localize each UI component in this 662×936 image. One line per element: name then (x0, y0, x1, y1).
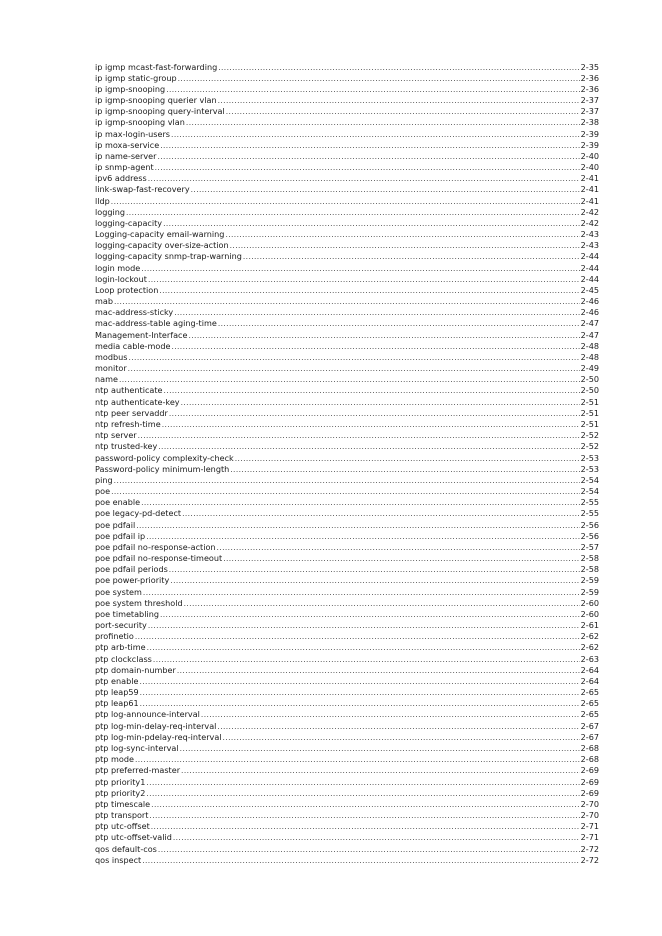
toc-entry[interactable] (95, 218, 599, 229)
toc-entry-title[interactable]: ptp domain-number (95, 664, 176, 675)
toc-entry-page-number[interactable]: 2-36 (580, 72, 599, 83)
dot-leader (111, 486, 580, 497)
toc-entry[interactable] (95, 330, 599, 341)
toc-entry[interactable] (95, 151, 599, 162)
toc-entry[interactable] (95, 575, 599, 586)
toc-entry-page-number[interactable]: 2-44 (580, 262, 599, 273)
toc-entry-page-number[interactable]: 2-39 (580, 128, 599, 139)
toc-entry-page-number[interactable]: 2-51 (580, 419, 599, 429)
toc-entry[interactable] (95, 609, 599, 620)
toc-entry-title[interactable]: poe enable (95, 497, 141, 508)
toc-entry-page-number[interactable]: 2-55 (580, 497, 599, 508)
dot-leader (158, 844, 580, 855)
toc-entry-page-number[interactable]: 2-60 (580, 608, 599, 619)
dot-leader (147, 642, 580, 653)
toc-entry-page-number[interactable]: 2-65 (580, 687, 599, 698)
toc-entry-page-number[interactable]: 2-72 (580, 843, 599, 854)
toc-entry-page-number[interactable]: 2-58 (580, 564, 599, 575)
toc-entry[interactable] (95, 95, 599, 106)
dot-leader (218, 318, 580, 329)
dot-leader (111, 196, 580, 207)
toc-entry[interactable] (95, 687, 599, 698)
toc-entry-page-number[interactable]: 2-47 (580, 318, 599, 329)
dot-leader (159, 285, 579, 296)
toc-entry[interactable] (95, 117, 599, 128)
toc-entry[interactable] (95, 631, 599, 642)
toc-entry-title[interactable]: Password-policy minimum-length (95, 463, 230, 474)
dot-leader (151, 821, 580, 832)
toc-entry-page-number[interactable]: 2-53 (580, 463, 599, 474)
dot-leader (171, 341, 579, 352)
toc-entry[interactable] (95, 497, 599, 508)
toc-entry-title[interactable]: ip igmp-snooping query-interval (95, 106, 225, 117)
toc-entry-title[interactable]: ip snmp-agent (95, 162, 154, 173)
dot-leader (148, 274, 580, 285)
toc-entry[interactable] (95, 352, 599, 363)
toc-entry-page-number[interactable]: 2-44 (580, 251, 599, 262)
toc-entry-title[interactable]: ptp clockclass (95, 653, 152, 664)
toc-entry-title[interactable]: poe pdfail no-response-timeout (95, 553, 223, 564)
toc-entry-title[interactable]: mac-address-table aging-time (95, 318, 217, 329)
toc-entry-title[interactable]: ntp authenticate-key (95, 396, 180, 407)
toc-entry-page-number[interactable]: 2-41 (580, 173, 599, 184)
toc-entry[interactable] (95, 721, 599, 732)
toc-entry-page-number[interactable]: 2-72 (580, 854, 599, 865)
toc-entry-title[interactable]: ptp preferred-master (95, 765, 181, 776)
toc-entry-title[interactable]: ptp priority1 (95, 776, 146, 787)
toc-entry[interactable] (95, 397, 599, 408)
toc-entry-title[interactable]: logging (95, 206, 125, 217)
toc-entry-title[interactable]: login mode (95, 262, 141, 273)
dot-leader (153, 654, 580, 665)
toc-entry-title[interactable]: Loop protection (95, 284, 159, 295)
dot-leader (148, 620, 580, 631)
toc-entry-page-number[interactable]: 2-46 (580, 296, 599, 307)
toc-entry[interactable] (95, 765, 599, 776)
dot-leader (169, 408, 580, 419)
toc-entry[interactable] (95, 318, 599, 329)
toc-entry-title[interactable]: ntp peer servaddr (95, 407, 168, 418)
toc-entry[interactable] (95, 419, 599, 430)
toc-entry[interactable] (95, 732, 599, 743)
toc-entry-title[interactable]: Logging-capacity email-warning (95, 229, 225, 240)
toc-entry-page-number[interactable]: 2-68 (580, 754, 599, 765)
toc-entry[interactable] (95, 453, 599, 464)
dot-leader (140, 698, 580, 709)
toc-entry-title[interactable]: ptp leap59 (95, 687, 139, 698)
toc-entry[interactable] (95, 374, 599, 385)
toc-entry-title[interactable]: link-swap-fast-recovery (95, 184, 190, 195)
toc-entry-title[interactable]: qos default-cos (95, 843, 157, 854)
dot-leader (235, 453, 580, 464)
toc-entry-title[interactable]: profinetio (95, 631, 134, 642)
toc-entry-title[interactable]: login-lockout (95, 273, 147, 284)
dot-leader (188, 330, 579, 341)
toc-entry[interactable] (95, 84, 599, 95)
dot-leader (163, 218, 580, 229)
toc-entry-page-number[interactable]: 2-39 (580, 139, 599, 150)
dot-leader (135, 754, 580, 765)
toc-entry[interactable] (95, 441, 599, 452)
dot-leader (146, 777, 579, 788)
dot-leader (142, 855, 579, 866)
dot-leader (160, 609, 580, 620)
dot-leader (128, 352, 579, 363)
toc-entry-title[interactable]: ntp refresh-time (95, 419, 161, 429)
toc-entry-title[interactable]: poe system threshold (95, 597, 183, 608)
dot-leader (138, 430, 580, 441)
dot-leader (136, 520, 579, 531)
toc-entry-title[interactable]: ptp transport (95, 810, 149, 821)
toc-entry-title[interactable]: monitor (95, 363, 127, 374)
dot-leader (148, 173, 580, 184)
toc-entry[interactable] (95, 341, 599, 352)
toc-entry-title[interactable]: ntp authenticate (95, 385, 163, 396)
dot-leader (140, 687, 580, 698)
toc-entry-title[interactable]: ip igmp mcast-fast-forwarding (95, 61, 218, 72)
dot-leader (158, 441, 579, 452)
toc-entry[interactable] (95, 296, 599, 307)
toc-entry-page-number[interactable]: 2-58 (580, 553, 599, 564)
toc-entry[interactable] (95, 184, 599, 195)
toc-entry-title[interactable]: ptp leap61 (95, 698, 139, 709)
toc-entry-page-number[interactable]: 2-59 (580, 586, 599, 597)
dot-leader (135, 631, 580, 642)
toc-entry-page-number[interactable]: 2-49 (580, 363, 599, 374)
toc-entry-page-number[interactable]: 2-50 (580, 374, 599, 385)
toc-entry-page-number[interactable]: 2-56 (580, 530, 599, 541)
toc-entry-title[interactable]: modbus (95, 351, 128, 362)
toc-entry[interactable] (95, 62, 599, 73)
toc-entry[interactable] (95, 665, 599, 676)
toc-entry[interactable] (95, 229, 599, 240)
toc-entry[interactable] (95, 754, 599, 765)
toc-entry[interactable] (95, 486, 599, 497)
toc-entry-page-number[interactable]: 2-55 (580, 508, 599, 519)
toc-entry[interactable] (95, 855, 599, 866)
toc-entry[interactable] (95, 587, 599, 598)
toc-entry[interactable] (95, 844, 599, 855)
toc-entry[interactable] (95, 542, 599, 553)
dot-leader (182, 508, 580, 519)
dot-leader (218, 62, 579, 73)
toc-entry[interactable] (95, 531, 599, 542)
toc-entry-page-number[interactable]: 2-41 (580, 184, 599, 195)
toc-entry-title[interactable]: ptp timescale (95, 798, 151, 809)
toc-entry[interactable] (95, 363, 599, 374)
toc-entry-page-number[interactable]: 2-71 (580, 821, 599, 832)
toc-entry-page-number[interactable]: 2-52 (580, 441, 599, 452)
dot-leader (181, 397, 580, 408)
dot-leader (143, 587, 580, 598)
dot-leader (151, 799, 579, 810)
toc-entry-page-number[interactable]: 2-42 (580, 206, 599, 217)
toc-entry-page-number[interactable]: 2-43 (580, 229, 599, 240)
toc-entry-title[interactable]: Management-Interface (95, 329, 188, 340)
toc-entry-title[interactable]: ntp trusted-key (95, 441, 158, 452)
toc-entry-title[interactable]: poe pdfail ip (95, 530, 146, 541)
toc-entry-page-number[interactable]: 2-68 (580, 742, 599, 753)
toc-entry-title[interactable]: mac-address-sticky (95, 307, 174, 318)
toc-entry-title[interactable]: media cable-mode (95, 340, 171, 351)
dot-leader (243, 251, 580, 262)
dot-leader (181, 765, 580, 776)
toc-entry-title[interactable]: poe timetabling (95, 608, 159, 619)
dot-leader (162, 419, 580, 430)
toc-entry-page-number[interactable]: 2-51 (580, 407, 599, 418)
toc-entry-page-number[interactable]: 2-60 (580, 597, 599, 608)
toc-entry-page-number[interactable]: 2-38 (580, 117, 599, 128)
toc-entry-page-number[interactable]: 2-43 (580, 240, 599, 251)
toc-entry[interactable] (95, 207, 599, 218)
toc-entry-title[interactable]: lldp (95, 195, 110, 206)
toc-entry-title[interactable]: poe legacy-pd-detect (95, 508, 182, 519)
toc-entry-title[interactable]: ptp utc-offset (95, 821, 150, 832)
toc-entry-page-number[interactable]: 2-67 (580, 720, 599, 731)
toc-entry-title[interactable]: poe pdfail (95, 519, 136, 530)
dot-leader (155, 162, 580, 173)
toc-entry[interactable] (95, 832, 599, 843)
toc-entry[interactable] (95, 788, 599, 799)
dot-leader (119, 374, 580, 385)
toc-entry-title[interactable]: ptp log-min-pdelay-req-interval (95, 731, 222, 742)
toc-entry-title[interactable]: ip igmp static-group (95, 72, 177, 83)
toc-entry-page-number[interactable]: 2-62 (580, 631, 599, 642)
toc-entry[interactable] (95, 553, 599, 564)
toc-entry-page-number[interactable]: 2-57 (580, 541, 599, 552)
dot-leader (225, 229, 579, 240)
dot-leader (171, 129, 580, 140)
dot-leader (164, 385, 580, 396)
toc-entry-title[interactable]: poe pdfail periods (95, 564, 168, 575)
toc-entry[interactable] (95, 307, 599, 318)
toc-entry-page-number[interactable]: 2-69 (580, 765, 599, 776)
toc-entry-page-number[interactable]: 2-41 (580, 195, 599, 206)
toc-entry-title[interactable]: ping (95, 474, 113, 485)
toc-entry[interactable] (95, 106, 599, 117)
toc-entry[interactable] (95, 799, 599, 810)
dot-leader (174, 307, 579, 318)
toc-entry-page-number[interactable]: 2-37 (580, 95, 599, 106)
toc-entry-page-number[interactable]: 2-70 (580, 798, 599, 809)
toc-entry[interactable] (95, 274, 599, 285)
toc-entry-title[interactable]: port-security (95, 620, 147, 631)
dot-leader (157, 151, 579, 162)
table-of-contents (95, 62, 599, 866)
toc-entry-page-number[interactable]: 2-61 (580, 620, 599, 631)
toc-entry-page-number[interactable]: 2-59 (580, 575, 599, 586)
toc-entry[interactable] (95, 620, 599, 631)
toc-entry-title[interactable]: ptp priority2 (95, 787, 146, 798)
dot-leader (186, 117, 580, 128)
toc-entry-title[interactable]: poe system (95, 586, 142, 597)
toc-entry-title[interactable]: name (95, 374, 118, 385)
toc-entry-page-number[interactable]: 2-40 (580, 162, 599, 173)
toc-entry[interactable] (95, 676, 599, 687)
toc-entry-page-number[interactable]: 2-67 (580, 731, 599, 742)
toc-entry-page-number[interactable]: 2-64 (580, 664, 599, 675)
toc-entry[interactable] (95, 196, 599, 207)
toc-entry-title[interactable]: ptp utc-offset-valid (95, 832, 172, 843)
toc-entry-page-number[interactable]: 2-65 (580, 709, 599, 720)
toc-entry[interactable] (95, 173, 599, 184)
toc-entry-page-number[interactable]: 2-46 (580, 307, 599, 318)
toc-entry-title[interactable]: ipv6 address (95, 173, 147, 184)
toc-entry-title[interactable]: ip name-server (95, 150, 157, 161)
toc-entry[interactable] (95, 654, 599, 665)
toc-entry-title[interactable]: poe pdfail no-response-action (95, 541, 216, 552)
toc-entry-page-number[interactable]: 2-53 (580, 452, 599, 463)
dot-leader (114, 475, 580, 486)
dot-leader (114, 296, 580, 307)
toc-entry-page-number[interactable]: 2-35 (580, 61, 599, 72)
toc-entry[interactable] (95, 162, 599, 173)
toc-entry-title[interactable]: ip igmp-snooping querier vlan (95, 95, 217, 106)
toc-entry-page-number[interactable]: 2-64 (580, 675, 599, 686)
toc-entry[interactable] (95, 385, 599, 396)
toc-entry-title[interactable]: ptp log-announce-interval (95, 709, 200, 720)
toc-entry-page-number[interactable]: 2-45 (580, 284, 599, 295)
dot-leader (178, 73, 580, 84)
toc-entry-page-number[interactable]: 2-54 (580, 486, 599, 497)
toc-entry-page-number[interactable]: 2-63 (580, 653, 599, 664)
dot-leader (180, 743, 580, 754)
toc-entry-title[interactable]: ip igmp-snooping (95, 83, 166, 94)
toc-entry-page-number[interactable]: 2-62 (580, 642, 599, 653)
dot-leader (217, 542, 580, 553)
toc-entry-title[interactable]: qos inspect (95, 854, 142, 865)
dot-leader (184, 598, 580, 609)
toc-entry-title[interactable]: ptp arb-time (95, 642, 146, 653)
toc-entry-page-number[interactable]: 2-52 (580, 430, 599, 441)
toc-entry[interactable] (95, 743, 599, 754)
dot-leader (226, 106, 580, 117)
toc-entry-title[interactable]: logging-capacity snmp-trap-warning (95, 251, 242, 262)
toc-entry-page-number[interactable]: 2-48 (580, 351, 599, 362)
toc-entry[interactable] (95, 240, 599, 251)
dot-leader (141, 497, 580, 508)
toc-entry-title[interactable]: poe power-priority (95, 575, 170, 586)
dot-leader (166, 84, 579, 95)
toc-entry[interactable] (95, 129, 599, 140)
dot-leader (169, 564, 580, 575)
toc-entry-page-number[interactable]: 2-36 (580, 83, 599, 94)
dot-leader (230, 464, 579, 475)
dot-leader (160, 140, 579, 151)
dot-leader (170, 575, 579, 586)
toc-entry[interactable] (95, 285, 599, 296)
toc-entry[interactable] (95, 408, 599, 419)
toc-entry[interactable] (95, 73, 599, 84)
toc-entry-page-number[interactable]: 2-54 (580, 474, 599, 485)
toc-entry-title[interactable]: mab (95, 296, 113, 307)
toc-entry-page-number[interactable]: 2-71 (580, 832, 599, 843)
toc-entry-page-number[interactable]: 2-69 (580, 776, 599, 787)
toc-entry-title[interactable]: poe (95, 486, 111, 497)
toc-entry[interactable] (95, 598, 599, 609)
toc-entry[interactable] (95, 263, 599, 274)
toc-entry-page-number[interactable]: 2-44 (580, 273, 599, 284)
toc-entry-title[interactable]: ptp log-sync-interval (95, 742, 179, 753)
toc-entry-title[interactable]: ptp enable (95, 675, 139, 686)
dot-leader (149, 810, 579, 821)
toc-entry[interactable] (95, 475, 599, 486)
toc-entry[interactable] (95, 709, 599, 720)
toc-entry-title[interactable]: password-policy complexity-check (95, 452, 234, 463)
dot-leader (230, 240, 580, 251)
toc-entry-page-number[interactable]: 2-65 (580, 698, 599, 709)
dot-leader (191, 184, 580, 195)
toc-entry[interactable] (95, 821, 599, 832)
toc-entry-title[interactable]: ip igmp-snooping vlan (95, 117, 185, 128)
dot-leader (201, 709, 580, 720)
dot-leader (223, 732, 580, 743)
toc-entry-page-number[interactable]: 2-50 (580, 385, 599, 396)
toc-entry[interactable] (95, 520, 599, 531)
toc-entry[interactable] (95, 140, 599, 151)
toc-entry-page-number[interactable]: 2-37 (580, 106, 599, 117)
toc-entry[interactable] (95, 430, 599, 441)
toc-entry-title[interactable]: logging-capacity over-size-action (95, 240, 229, 251)
toc-entry-title[interactable]: ip moxa-service (95, 139, 160, 150)
toc-entry[interactable] (95, 810, 599, 821)
toc-entry[interactable] (95, 464, 599, 475)
dot-leader (218, 95, 580, 106)
toc-entry-title[interactable]: ptp mode (95, 754, 134, 765)
toc-entry-page-number[interactable]: 2-48 (580, 340, 599, 351)
dot-leader (139, 676, 579, 687)
toc-entry-page-number[interactable]: 2-56 (580, 519, 599, 530)
dot-leader (223, 553, 579, 564)
toc-entry[interactable] (95, 698, 599, 709)
toc-entry-page-number[interactable]: 2-40 (580, 150, 599, 161)
dot-leader (126, 207, 580, 218)
toc-entry-page-number[interactable]: 2-70 (580, 810, 599, 821)
dot-leader (146, 531, 579, 542)
toc-entry-page-number[interactable]: 2-42 (580, 217, 599, 228)
dot-leader (128, 363, 580, 374)
toc-entry-title[interactable]: logging-capacity (95, 217, 163, 228)
toc-entry[interactable] (95, 508, 599, 519)
dot-leader (217, 721, 579, 732)
dot-leader (146, 788, 579, 799)
toc-entry-page-number[interactable]: 2-47 (580, 329, 599, 340)
toc-entry[interactable] (95, 777, 599, 788)
toc-entry-title[interactable]: ptp log-min-delay-req-interval (95, 720, 217, 731)
dot-leader (141, 263, 579, 274)
toc-entry-page-number[interactable]: 2-69 (580, 787, 599, 798)
dot-leader (177, 665, 580, 676)
dot-leader (173, 832, 580, 843)
toc-entry[interactable] (95, 251, 599, 262)
toc-entry[interactable] (95, 642, 599, 653)
toc-entry-title[interactable]: ntp server (95, 430, 137, 441)
toc-entry-page-number[interactable]: 2-51 (580, 396, 599, 407)
toc-entry-title[interactable]: ip max-login-users (95, 128, 171, 139)
toc-entry[interactable] (95, 564, 599, 575)
